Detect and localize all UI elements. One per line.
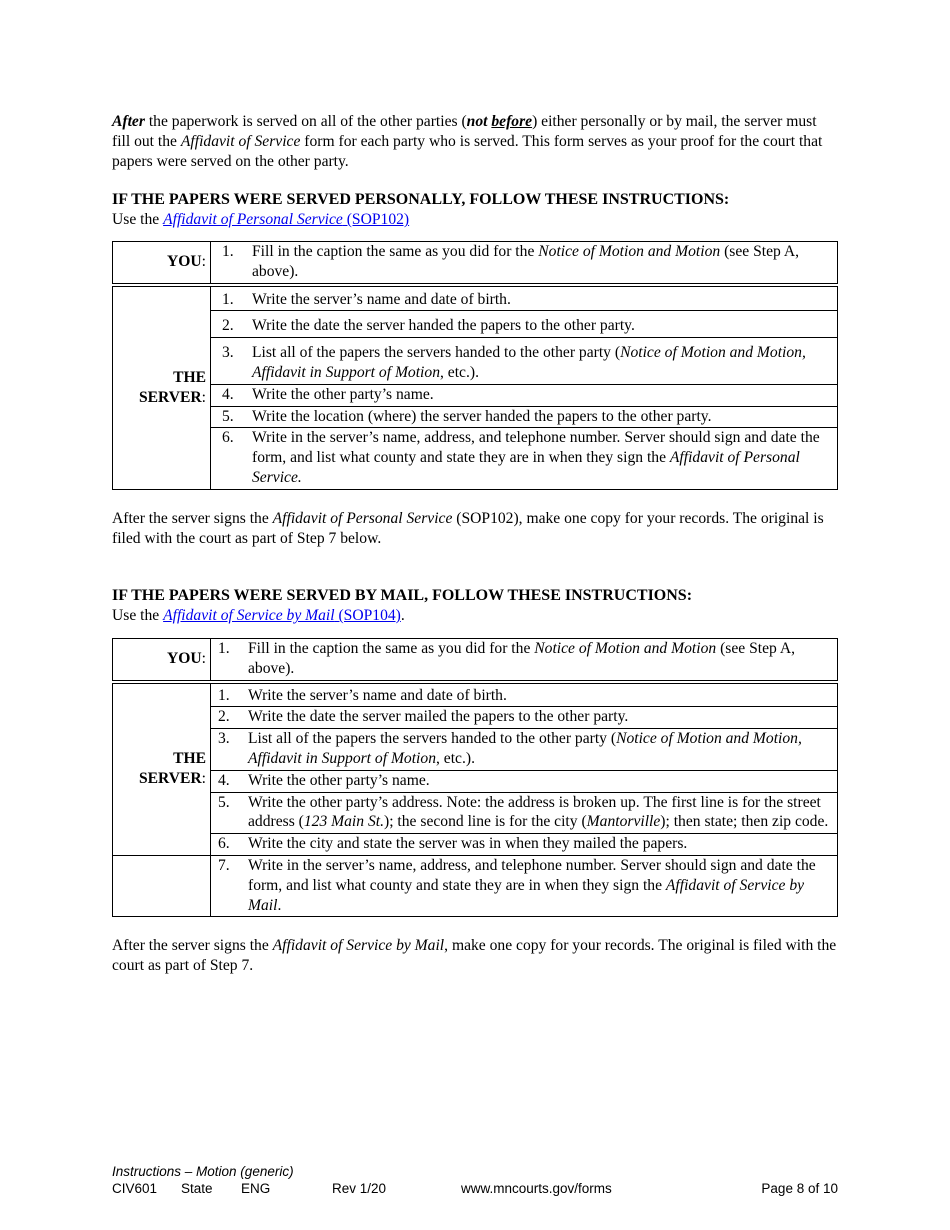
item-text: Write the server’s name and date of birth.	[252, 290, 511, 308]
list-item	[211, 242, 837, 283]
item-number: 4.	[218, 771, 230, 789]
item-text: Write the other party’s name.	[252, 385, 434, 403]
personal-server-label	[113, 285, 211, 490]
item-number: 1.	[218, 686, 230, 704]
you-label-text: YOU	[167, 650, 202, 668]
item-text	[252, 343, 833, 383]
mail-use-line	[112, 606, 838, 626]
item-text-c: .	[277, 896, 282, 914]
personal-link-title: Affidavit of Personal Service	[163, 211, 343, 229]
server-label-line-1: THE	[173, 368, 206, 386]
list-item	[211, 428, 837, 488]
personal-use-prefix: Use the	[112, 211, 164, 229]
item-text-c: (see Step A, above).	[248, 639, 796, 677]
personal-you-row	[113, 241, 838, 284]
table-cell	[211, 834, 838, 856]
item-number: 3.	[218, 730, 230, 748]
list-item	[211, 707, 837, 728]
footer-info-row	[112, 1180, 838, 1197]
footer-court: State	[181, 1181, 213, 1196]
document-page	[112, 112, 838, 976]
item-text	[248, 729, 833, 769]
intro-text-1: the paperwork is served on all of the other parties (	[144, 113, 467, 130]
personal-service-form-link[interactable]	[163, 211, 409, 228]
item-text: Write the city and state the server was in when they mailed the papers.	[248, 835, 688, 853]
item-text-italic: Notice of Motion and Motion	[538, 242, 721, 260]
table-cell	[211, 729, 838, 771]
personal-link-code: (SOP102)	[342, 211, 410, 229]
item-number: 6.	[218, 835, 230, 853]
intro-not: not	[466, 113, 492, 130]
item-text	[252, 242, 833, 282]
list-item	[211, 385, 837, 406]
mail-link-title: Affidavit of Service by Mail	[163, 607, 335, 625]
item-text	[248, 639, 833, 679]
item-text-italic: 123 Main St.	[303, 813, 384, 831]
table-cell	[211, 792, 838, 834]
table-row	[113, 729, 838, 771]
intro-after: After	[112, 113, 145, 130]
you-colon: :	[201, 650, 206, 668]
table-cell	[211, 285, 838, 311]
mail-service-form-link[interactable]	[163, 607, 401, 624]
item-text-a: Write the other party’s address. Note: the address is broken up. The first line is for the street address (	[248, 793, 821, 831]
footer-language: ENG	[241, 1181, 271, 1196]
list-item	[211, 793, 837, 834]
item-number: 4.	[222, 385, 234, 403]
item-text	[252, 428, 833, 487]
intro-paragraph	[112, 112, 838, 171]
list-item	[211, 771, 837, 792]
item-text: Write the other party’s name.	[248, 771, 430, 789]
table-cell	[211, 384, 838, 406]
after-text-italic: Affidavit of Personal Service	[272, 509, 453, 527]
footer-form-code: CIV601	[112, 1181, 158, 1196]
footer-title: Instructions – Motion (generic)	[112, 1164, 294, 1179]
server-label-line-1: THE	[173, 750, 206, 768]
after-text-c: (SOP102), make one copy for your records. The original is filed with the court as part of Step 7 below.	[112, 509, 824, 547]
list-item	[211, 856, 837, 916]
table-row	[113, 406, 838, 428]
item-text-italic-2: Mantorville	[586, 813, 661, 831]
table-cell	[211, 770, 838, 792]
item-text-italic: Notice of Motion and Motion	[534, 639, 717, 657]
list-item	[211, 686, 837, 707]
item-text-italic: Notice of Motion and Motion, Affidavit in Support of Motion	[248, 730, 802, 767]
item-number: 1.	[222, 290, 234, 308]
item-text-a: List all of the papers the servers handed to the other party (	[252, 344, 621, 362]
item-text-c: ); the second line is for the city (	[384, 813, 587, 831]
mail-steps-table	[112, 638, 838, 917]
table-row	[113, 311, 838, 338]
table-row	[113, 682, 838, 707]
page-footer	[112, 1163, 838, 1197]
personal-after-paragraph	[112, 509, 838, 549]
server-label-line-2: SERVER	[138, 388, 202, 406]
table-row	[113, 707, 838, 729]
item-number: 1.	[222, 242, 234, 260]
item-number: 3.	[222, 344, 234, 362]
table-row	[113, 770, 838, 792]
footer-page-number: Page 8 of 10	[761, 1181, 838, 1196]
table-cell	[211, 855, 838, 916]
mail-use-prefix: Use the	[112, 607, 164, 625]
item-text-c: , etc.).	[436, 749, 475, 767]
mail-use-suffix: .	[400, 607, 405, 625]
mail-after-paragraph	[112, 936, 838, 976]
personal-steps-table	[112, 241, 838, 490]
table-row	[113, 834, 838, 856]
item-text	[248, 793, 833, 833]
item-number: 2.	[218, 708, 230, 726]
personal-you-label	[113, 241, 211, 284]
table-row	[113, 285, 838, 311]
intro-affidavit: Affidavit of Service	[180, 132, 301, 150]
item-text-italic: Notice of Motion and Motion, Affidavit in Support of Motion	[252, 344, 806, 381]
you-label-text: YOU	[167, 253, 202, 271]
list-item	[211, 729, 837, 770]
after-text-a: After the server signs the	[112, 937, 273, 955]
list-item	[211, 834, 837, 855]
server-label-line-2: SERVER	[138, 770, 202, 788]
item-text	[248, 856, 833, 915]
mail-section	[112, 586, 838, 976]
table-cell	[211, 338, 838, 385]
item-number: 1.	[218, 639, 230, 657]
item-number: 5.	[222, 407, 234, 425]
empty-label-cell	[113, 855, 211, 916]
item-text-a: Write in the server’s name, address, and telephone number. Server should sign and date the form, and list what county and state they are in when they sign the	[248, 856, 816, 894]
table-row	[113, 384, 838, 406]
intro-text-2: ) either personally or by mail, the server must fill out the	[112, 113, 817, 150]
item-number: 5.	[218, 793, 230, 811]
mail-heading: IF THE PAPERS WERE SERVED BY MAIL, FOLLOW THESE INSTRUCTIONS:	[112, 587, 693, 605]
table-cell	[211, 707, 838, 729]
item-number: 6.	[222, 429, 234, 447]
table-cell	[211, 428, 838, 489]
list-item	[211, 290, 837, 311]
after-text-italic: Affidavit of Service by Mail	[272, 937, 445, 955]
item-number: 7.	[218, 856, 230, 874]
list-item	[211, 343, 837, 384]
you-colon: :	[201, 253, 206, 271]
personal-you-cell	[211, 241, 838, 284]
item-text-c: , etc.).	[440, 363, 479, 381]
personal-section	[112, 190, 838, 548]
list-item	[211, 639, 837, 680]
table-cell	[211, 311, 838, 338]
item-text-c: (see Step A, above).	[252, 242, 800, 280]
item-text: Write the date the server mailed the papers to the other party.	[248, 708, 629, 726]
item-text: Write the date the server handed the papers to the other party.	[252, 317, 635, 335]
item-text-e: ); then state; then zip code.	[660, 813, 829, 831]
table-row	[113, 855, 838, 916]
item-text-a: Write in the server’s name, address, and telephone number. Server should sign and date the form, and list what county and state they are in when they sign the	[252, 429, 820, 467]
after-text-a: After the server signs the	[112, 509, 273, 527]
footer-revision: Rev 1/20	[332, 1181, 387, 1196]
mail-you-cell	[211, 638, 838, 681]
server-colon: :	[201, 388, 206, 406]
item-text-a: Fill in the caption the same as you did for the	[248, 639, 535, 657]
personal-use-line	[112, 210, 838, 230]
list-item	[211, 316, 837, 337]
intro-before: before	[491, 113, 533, 130]
item-text-a: List all of the papers the servers handed to the other party (	[248, 730, 617, 748]
mail-link-code: (SOP104)	[334, 607, 401, 625]
footer-url: www.mncourts.gov/forms	[461, 1181, 612, 1196]
table-row	[113, 338, 838, 385]
after-text-c: , make one copy for your records. The original is filed with the court as part of Step 7.	[112, 937, 837, 975]
table-row	[113, 428, 838, 489]
personal-heading: IF THE PAPERS WERE SERVED PERSONALLY, FOLLOW THESE INSTRUCTIONS:	[112, 191, 730, 209]
table-cell	[211, 682, 838, 707]
item-text-a: Fill in the caption the same as you did for the	[252, 242, 539, 260]
intro-text-3: form for each party who is served. This form serves as your proof for the court that papers were served on the other party.	[112, 132, 823, 170]
mail-you-label	[113, 638, 211, 681]
mail-server-label	[113, 682, 211, 856]
list-item	[211, 407, 837, 428]
footer-title-row	[112, 1163, 838, 1180]
item-number: 2.	[222, 317, 234, 335]
server-colon: :	[201, 770, 206, 788]
item-text: Write the server’s name and date of birth.	[248, 686, 507, 704]
item-text: Write the location (where) the server handed the papers to the other party.	[252, 407, 712, 425]
item-text-italic: Affidavit of Personal Service.	[252, 449, 800, 486]
table-cell	[211, 406, 838, 428]
item-text-italic: Affidavit of Service by Mail	[248, 876, 805, 914]
mail-you-row	[113, 638, 838, 681]
table-row	[113, 792, 838, 834]
